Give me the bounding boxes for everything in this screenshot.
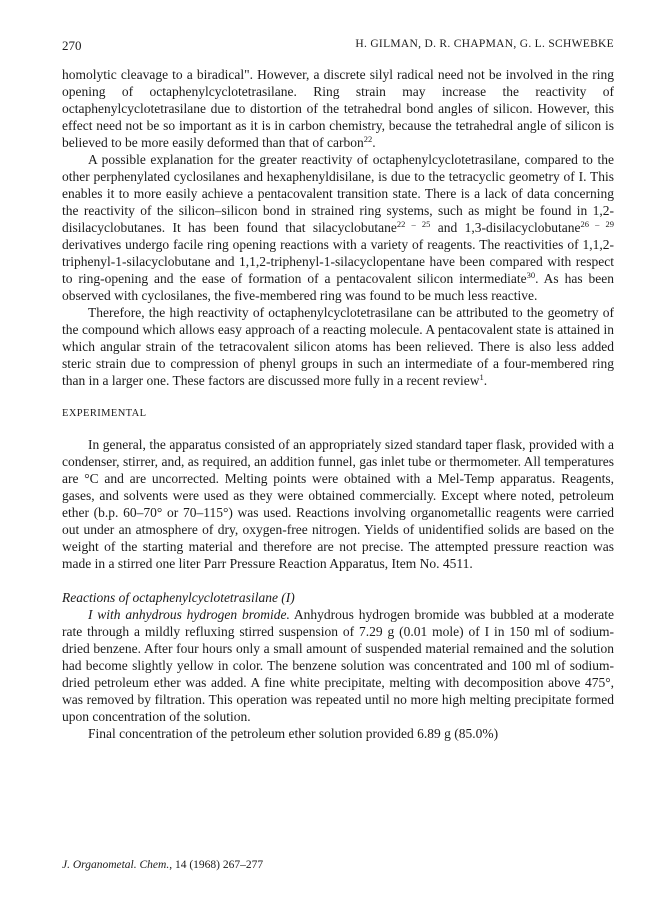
paragraph-text: derivatives undergo facile ring opening reactions with a variety of reagents. The reactivities of 1,1,2-triphenyl-1-silacyclobutane and 1,1,2-triphenyl-1-silacyclopentane have been compared with respect to ring-opening and the ease of formation of a pentacovalent silicon intermediate bbox=[62, 237, 614, 286]
reference-marker: 26 – 29 bbox=[580, 219, 615, 229]
paragraph-final-concentration: Final concentration of the petroleum ether solution provided 6.89 g (85.0%) bbox=[88, 726, 499, 741]
paragraph-hbr-reaction bbox=[62, 606, 614, 725]
reference-marker: 1 bbox=[479, 372, 484, 382]
section-heading-experimental: EXPERIMENTAL bbox=[62, 408, 147, 419]
paragraph-text: Therefore, the high reactivity of octaphenylcyclotetrasilane can be attributed to the geometry of the compound which allows easy approach of a reacting molecule. A pentacovalent state is attained in which angular strain of the tetracovalent silicon atoms has been relieved. There is also less added steric strain due to compression of phenyl groups in such an intermediate of a four-membered ring than in a larger one. These factors are discussed more fully in a recent review bbox=[62, 305, 614, 388]
subsection-heading-reactions: Reactions of octaphenylcyclotetrasilane (I) bbox=[62, 590, 295, 605]
paragraph-explanation bbox=[62, 151, 614, 304]
paragraph-text: Anhydrous hydrogen bromide was bubbled at a moderate rate through a mildly refluxing stirred suspension of 7.29 g (0.01 mole) of I in 150 ml of sodium-dried benzene. After four hours only a small amount of suspended material remained and the solution had become slightly yellow in color. The benzene solution was concentrated and 100 ml of sodium-dried petroleum ether was added. A fine white precipitate, melting with decomposition above 475°, was removed by filtration. This operation was repeated until no more high melting precipitate formed upon concentration of the solution. bbox=[62, 607, 614, 724]
paragraph-text: . As has been observed with cyclosilanes, the five-membered ring was found to be much less reactive. bbox=[62, 271, 614, 303]
page-number: 270 bbox=[62, 38, 82, 53]
paragraph-text: A possible explanation for the greater reactivity of octaphenylcyclotetrasilane, compared to the other perphenylated cyclosilanes and hexaphenyldisilane, is due to the tetracyclic geometry of I. This enables it to more easily achieve a pentacovalent transition state. There is a lack of data concerning the reactivity of the silicon–silicon bond in strained ring systems, such as might be found in 1,2-disilacyclobutanes. It has been found that silacyclobutane bbox=[62, 152, 614, 235]
reference-marker: 22 bbox=[363, 134, 373, 144]
reference-marker: 30 bbox=[526, 270, 536, 280]
run-in-heading: I with anhydrous hydrogen bromide. bbox=[88, 607, 290, 622]
page-header bbox=[62, 38, 614, 60]
page-footer bbox=[62, 859, 263, 871]
paragraph-conclusion bbox=[62, 304, 614, 389]
paragraph-text: homolytic cleavage to a biradical". However, a discrete silyl radical need not be involved in the ring opening of octaphenylcyclotetrasilane. Ring strain may increase the reactivity of octaphenylcyclotetrasilane due to distortion of the tetrahedral bond angles of silicon. However, this effect need not be so important as it is in carbon chemistry, because the tetrahedral angle of silicon is believed to be more easily deformed than that of carbon bbox=[62, 67, 614, 150]
journal-citation: , 14 (1968) 267–277 bbox=[169, 859, 264, 871]
reference-marker: 22 – 25 bbox=[396, 219, 431, 229]
paragraph-text: and 1,3-disilacyclobutane bbox=[430, 220, 581, 235]
paragraph-end: . bbox=[372, 135, 376, 150]
running-head: H. GILMAN, D. R. CHAPMAN, G. L. SCHWEBKE bbox=[355, 38, 614, 50]
page-content bbox=[62, 38, 614, 742]
paragraph-end: . bbox=[483, 373, 488, 388]
paragraph-biradical bbox=[62, 66, 614, 151]
body-text bbox=[62, 66, 614, 742]
paragraph-apparatus: In general, the apparatus consisted of an appropriately sized standard taper flask, provided with a condenser, stirrer, and, as required, an addition funnel, gas inlet tube or thermometer. All temperatures are °C and are uncorrected. Melting points were obtained with a Mel-Temp apparatus. Reagents, gases, and solvents were used as they were obtained commercially. Except where noted, petroleum ether (b.p. 60–70° or 70–115°) was used. Reactions involving organometallic reagents were carried out under an atmosphere of dry, oxygen-free nitrogen. Yields of unidentified solids are based on the weight of the starting material and therefore are not precise. The attempted pressure reaction was made in a stirred one liter Parr Pressure Reaction Apparatus, Item No. 4511. bbox=[62, 437, 614, 571]
journal-name: J. Organometal. Chem. bbox=[62, 859, 170, 871]
